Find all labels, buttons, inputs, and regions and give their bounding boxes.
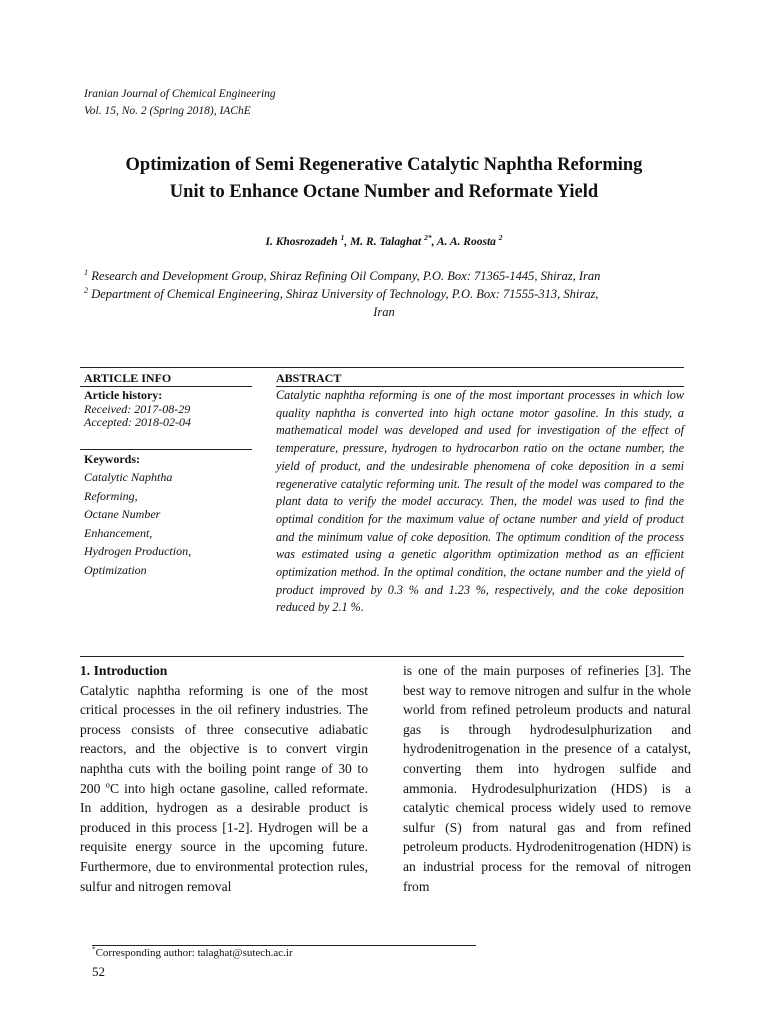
top-rule [80, 367, 684, 368]
keyword-item: Enhancement, [84, 525, 153, 540]
article-history [84, 389, 254, 430]
footnote [92, 947, 293, 959]
affiliation-2-continued: Iran [373, 305, 395, 319]
section-heading-introduction: 1. Introduction [80, 663, 168, 678]
article-info-underline [80, 386, 252, 387]
keyword-item: Octane Number [84, 507, 161, 521]
abstract-heading: ABSTRACT [276, 371, 342, 385]
footnote-text: Corresponding author: talaghat@sutech.ac.ir [95, 947, 293, 959]
keywords-block [84, 452, 254, 579]
history-label: Article history: [84, 388, 163, 402]
affiliation-1-text: Research and Development Group, Shiraz Refining Oil Company, P.O. Box: 71365-1445, Shiraz, Iran [88, 269, 601, 283]
intro-text-part-1: Catalytic naphtha reforming is one of the most critical processes in the oil refinery industries. The process consists of three consecutive adiabatic reactors, and the objective is to convert virgin naphtha cuts with the boiling point range of 30 to 200 [80, 682, 368, 796]
affiliation-1-marker: 1 [84, 267, 89, 277]
keywords-divider [80, 449, 252, 450]
author-3-affil: 2 [498, 233, 503, 243]
author-1-affil: 1 [340, 233, 345, 243]
accepted-date: Accepted: 2018-02-04 [84, 415, 191, 429]
keyword-item: Catalytic Naphtha [84, 470, 173, 484]
intro-paragraph-left [80, 681, 368, 897]
affiliations [84, 267, 684, 321]
received-date: Received: 2017-08-29 [84, 401, 191, 416]
keywords-label: Keywords: [84, 452, 140, 466]
journal-header [84, 86, 276, 120]
title-line-1: Optimization of Semi Regenerative Catalytic Naphtha Reforming [125, 155, 643, 175]
footnote-marker: * [92, 945, 96, 954]
body-column-left [80, 661, 368, 896]
article-info-heading: ARTICLE INFO [84, 371, 172, 385]
author-2-affil: 2* [424, 233, 432, 243]
keyword-item: Optimization [84, 562, 147, 577]
affiliation-2 [84, 285, 684, 303]
abstract-text: Catalytic naphtha reforming is one of the most important processes in which low quality naphtha is converted into high octane motor gasoline. In this study, a mathematical model was developed and used for investigation of the effect of temperature, pressure, hydrogen to hydrocarbon ratio on the octane number, the yield of product, and the undesirable phenomena of coke deposition in a semi regenerative catalytic reforming unit. The result of the model was compared to the plant data to verify the model accuracy. Then, the model was used to find the optimal condition for the maximum value of octane number and yield of product and the minimum value of coke deposition. The optimum condition of the process was estimated using a genetic algorithm optimization method as an efficient optimization method. In the optimal condition, the octane number and the yield of product improved by 0.3 % and 1.23 %, respectively, and the coke deposition reduced by 2.1 %. [276, 388, 684, 615]
author-2: , M. R. Talaghat [344, 236, 425, 248]
affiliation-2-marker: 2 [84, 285, 89, 295]
affiliation-2-text: Department of Chemical Engineering, Shiraz University of Technology, P.O. Box: 71555-313, Shiraz, [88, 287, 599, 301]
intro-text-part-2: C into high octane gasoline, called reformate. In addition, hydrogen as a desirable product is produced in this process [1-2]. Hydrogen will be a requisite energy source in the upcoming future. Furthermore, due to environmental protection rules, sulfur and nitrogen removal [80, 780, 368, 894]
author-list [60, 233, 708, 248]
keyword-item: Reforming, [84, 488, 138, 503]
bottom-rule [80, 656, 684, 657]
page-number: 52 [92, 964, 105, 979]
body-column-right: is one of the main purposes of refineries [3]. The best way to remove nitrogen and sulfur in the whole world from refined petroleum products and natural gas is through hydrodesulphurization and hydrodenitrogenation in the presence of a catalyst, converting them into hydrogen sulfide and ammonia. Hydrodesulphurization (HDS) is a catalytic chemical process widely used to remove sulfur (S) from natural gas and from refined petroleum products. Hydrodenitrogenation (HDN) is an industrial process for the removal of nitrogen from [403, 663, 691, 894]
degree-symbol: o [105, 779, 110, 790]
journal-name: Iranian Journal of Chemical Engineering [84, 88, 276, 100]
author-1: I. Khosrozadeh [265, 236, 341, 248]
affiliation-1 [84, 267, 684, 285]
paper-title [60, 152, 708, 206]
author-3: , A. A. Roosta [431, 236, 499, 248]
keyword-item: Hydrogen Production, [84, 544, 192, 558]
title-line-2: Unit to Enhance Octane Number and Reformate Yield [169, 182, 599, 202]
journal-issue: Vol. 15, No. 2 (Spring 2018), IAChE [84, 105, 251, 117]
footnote-rule [92, 945, 476, 946]
